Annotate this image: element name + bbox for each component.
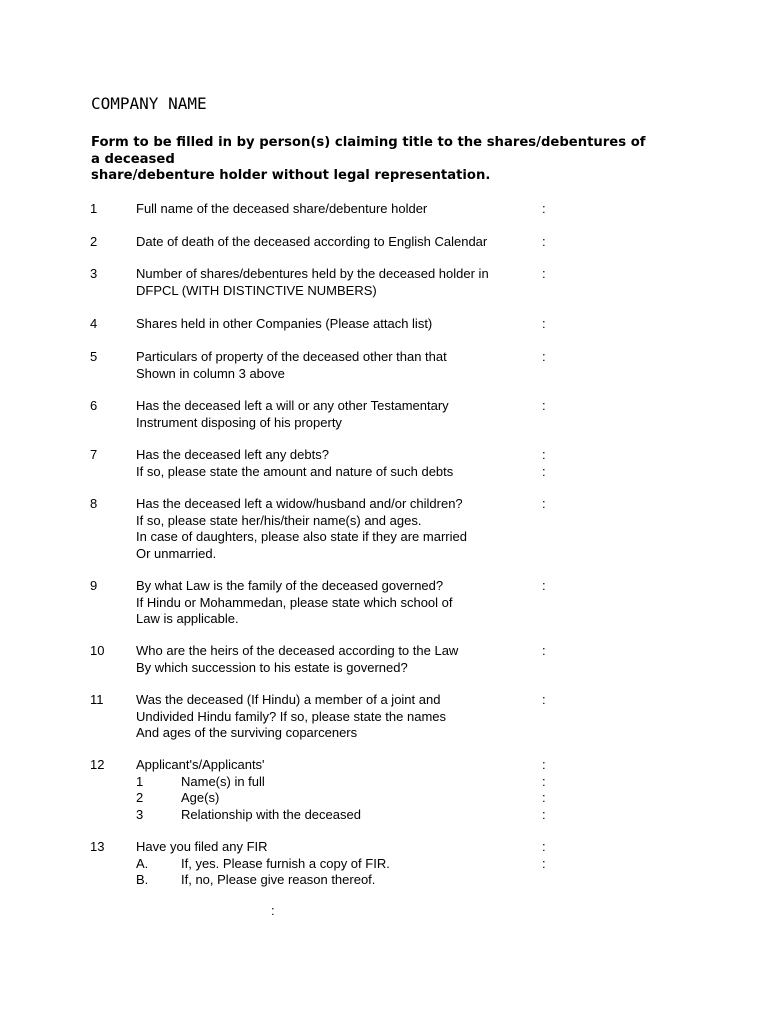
question-line: Has the deceased left a will or any other Testamentary [136,398,449,413]
question-line: Have you filed any FIR [136,839,268,854]
answer-colon: : [542,316,546,331]
answer-colon: : [542,266,546,281]
item-question [136,447,526,480]
question-line: Was the deceased (If Hindu) a member of a joint and [136,692,441,707]
answer-colon: : [542,643,546,658]
answer-colons [542,839,554,872]
item-number: 1 [90,201,98,216]
sub-item-number: B. [136,872,149,887]
question-line: Full name of the deceased share/debenture holder [136,201,428,216]
answer-colon: : [542,201,546,216]
answer-colons [542,201,554,218]
question-line: Has the deceased left a widow/husband and/or children? [136,496,463,511]
item-question [136,316,526,333]
question-line: And ages of the surviving coparceners [136,725,358,740]
item-question [136,839,526,889]
answer-colon: : [542,447,546,462]
sub-item-number: 3 [136,806,144,822]
answer-colons [542,447,554,480]
item-question [136,496,526,562]
question-line: By what Law is the family of the deceased governed? [136,578,444,593]
answer-colons [542,316,554,333]
sub-item-text: Age(s) [181,790,220,805]
sub-item [136,856,526,873]
sub-item-number: 1 [136,773,144,789]
question-line: Particulars of property of the deceased other than that [136,349,447,364]
company-name: COMPANY NAME [91,94,207,113]
question-line: If so, please state the amount and nature of such debts [136,463,454,479]
answer-colons [542,349,554,366]
question-line: Law is applicable. [136,611,239,626]
question-line: In case of daughters, please also state if they are married [136,529,467,544]
sub-item-number: A. [136,855,149,871]
answer-colons [542,757,554,823]
answer-colons [542,578,554,595]
question-line: Shares held in other Companies (Please attach list) [136,316,433,331]
heading-line: Form to be filled in by person(s) claiming title to the shares/debentures of [91,135,646,150]
item-number: 9 [90,578,98,593]
item-question [136,234,526,251]
sub-item [136,774,526,791]
item-question [136,266,526,299]
question-line: Applicant's/Applicants' [136,757,265,772]
answer-colons [542,234,554,251]
form-heading [91,135,691,185]
answer-colon: : [542,578,546,593]
answer-colon: : [542,398,546,413]
answer-colon: : [542,463,546,479]
answer-colon: : [542,496,546,511]
sub-item [136,807,526,824]
item-number: 3 [90,266,98,281]
question-line: Or unmarried. [136,545,217,561]
answer-colon: : [542,773,546,789]
answer-colon: : [542,790,546,805]
item-question [136,398,526,431]
item-question [136,643,526,676]
sub-item-text: If, no, Please give reason thereof. [181,872,376,887]
heading-line: a deceased [91,151,175,167]
item-number: 8 [90,496,98,511]
answer-colons [542,643,554,660]
question-line: Number of shares/debentures held by the deceased holder in [136,266,489,281]
answer-colons [542,692,554,709]
item-number: 6 [90,398,98,413]
question-line: If so, please state her/his/their name(s) and ages. [136,512,422,528]
answer-colon: : [542,839,546,854]
item-question [136,692,526,742]
item-number: 10 [90,643,105,658]
item-question [136,201,526,218]
question-line: Shown in column 3 above [136,365,285,381]
sub-item-text: Relationship with the deceased [181,806,361,822]
heading-line: share/debenture holder without legal representation. [91,168,491,183]
item-number: 2 [90,234,98,249]
item-number: 4 [90,316,98,331]
item-number: 11 [90,692,104,707]
item-question [136,757,526,823]
question-line: By which succession to his estate is governed? [136,659,408,675]
item-number: 13 [90,839,105,854]
answer-colon: : [542,855,546,871]
item-number: 12 [90,757,105,772]
answer-colon: : [542,692,546,707]
item-question [136,578,526,628]
question-line: DFPCL (WITH DISTINCTIVE NUMBERS) [136,282,377,298]
question-line: If Hindu or Mohammedan, please state which school of [136,594,453,610]
answer-colon: : [542,349,546,364]
sub-item [136,790,526,807]
item-number: 7 [90,447,98,462]
answer-colons [542,398,554,415]
sub-item-text: If, yes. Please furnish a copy of FIR. [181,855,390,871]
question-line: Instrument disposing of his property [136,414,342,430]
answer-colons [542,496,554,513]
item-number: 5 [90,349,98,364]
question-line: Who are the heirs of the deceased according to the Law [136,643,459,658]
answer-colon: : [542,757,546,772]
trailing-colon: : [271,903,275,918]
question-line: Undivided Hindu family? If so, please state the names [136,708,447,724]
answer-colon: : [542,234,546,249]
item-question [136,349,526,382]
answer-colons [542,266,554,283]
sub-item-number: 2 [136,790,144,805]
sub-item-text: Name(s) in full [181,773,265,789]
question-line: Date of death of the deceased according to English Calendar [136,234,488,249]
question-line: Has the deceased left any debts? [136,447,329,462]
sub-item [136,872,526,889]
answer-colon: : [542,806,546,822]
